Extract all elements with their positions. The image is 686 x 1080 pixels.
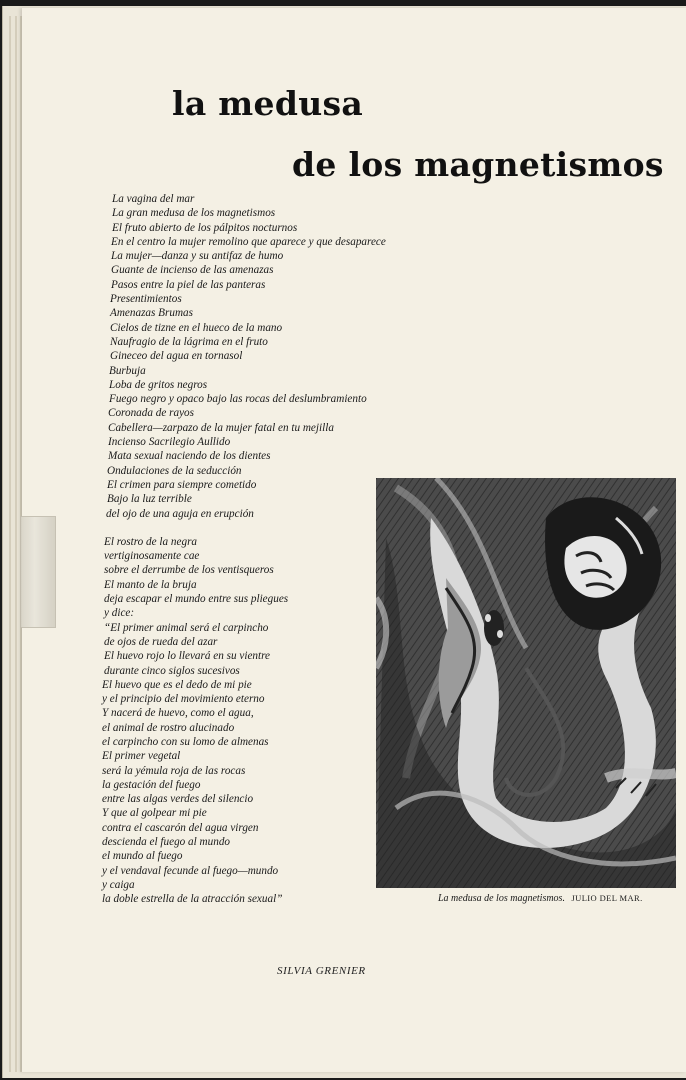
poem-author: SILVIA GRENIER xyxy=(277,965,366,977)
poem-line: el carpincho con su lomo de almenas xyxy=(102,735,269,748)
title-line-1: la medusa xyxy=(172,84,364,123)
poem-line: y el principio del movimiento eterno xyxy=(102,693,265,706)
poem-line: Bajo la luz terrible xyxy=(107,493,192,506)
poem-line: deja escapar el mundo entre sus pliegues xyxy=(104,593,289,606)
poem-line: y caiga xyxy=(102,878,135,891)
artwork-caption xyxy=(438,893,643,904)
poem-line: El manto de la bruja xyxy=(104,578,197,591)
poem-line: El fruto abierto de los pálpitos nocturnos xyxy=(112,221,298,234)
poem-line: la gestación del fuego xyxy=(102,778,201,791)
poem-line: Amenazas Brumas xyxy=(110,307,193,320)
poem-line: Burbuja xyxy=(109,364,146,377)
poem-line: Y que al golpear mi pie xyxy=(102,807,207,820)
poem-line: La gran medusa de los magnetismos xyxy=(112,207,276,220)
poem-line: será la yémula roja de las rocas xyxy=(102,764,246,777)
poem-line: y el vendaval fecunde al fuego—mundo xyxy=(102,864,279,877)
poem-line: descienda el fuego al mundo xyxy=(102,836,231,849)
poem-stanza-1 xyxy=(100,192,460,521)
poem-line: Coronada de rayos xyxy=(108,407,194,420)
poem-line: El huevo que es el dedo de mi pie xyxy=(102,678,252,691)
poem-line: entre las algas verdes del silencio xyxy=(102,793,254,806)
poem-line: Loba de gritos negros xyxy=(109,378,208,391)
poem-line: Cabellera—zarpazo de la mujer fatal en tu mejilla xyxy=(108,421,334,434)
poem-line: Naufragio de la lágrima en el fruto xyxy=(110,335,268,348)
poem-line: La mujer—danza y su antifaz de humo xyxy=(111,250,284,263)
poem-line: Ondulaciones de la seducción xyxy=(107,464,242,477)
poem-line: Guante de incienso de las amenazas xyxy=(111,264,274,277)
poem-line: y dice: xyxy=(104,607,135,620)
poem-line: vertiginosamente cae xyxy=(104,550,200,563)
caption-title: La medusa de los magnetismos. xyxy=(438,893,565,904)
artwork-image xyxy=(376,478,676,888)
poem-line: El rostro de la negra xyxy=(104,535,198,548)
page-edge xyxy=(9,16,11,1072)
poem-line: La vagina del mar xyxy=(112,193,195,205)
poem-line: Gineceo del agua en tornasol xyxy=(110,350,243,363)
title-line-2: de los magnetismos xyxy=(292,145,664,184)
poem-line: Pasos entre la piel de las panteras xyxy=(111,278,266,291)
poem-line: El crimen para siempre cometido xyxy=(107,478,257,491)
poem-line: de ojos de rueda del azar xyxy=(104,635,218,648)
page-edge xyxy=(15,16,17,1072)
adhesive-tape xyxy=(20,516,56,628)
poem-line: Incienso Sacrilegio Aullido xyxy=(108,436,231,449)
poem-line: el animal de rostro alucinado xyxy=(102,721,235,734)
poem-line: Y nacerá de huevo, como el agua, xyxy=(102,707,254,720)
poem-line: El primer vegetal xyxy=(102,750,181,763)
poem-line: Mata sexual naciendo de los dientes xyxy=(108,450,271,463)
caption-artist: JULIO DEL MAR. xyxy=(571,893,643,903)
poem-line: El huevo rojo lo llevará en su vientre xyxy=(104,650,271,663)
poem-line: durante cinco siglos sucesivos xyxy=(104,664,240,677)
poem-line: “El primer animal será el carpincho xyxy=(104,621,269,634)
poem-line: contra el cascarón del agua virgen xyxy=(102,821,259,834)
poem-line: En el centro la mujer remolino que aparece y que desaparece xyxy=(111,235,386,248)
poem-line: la doble estrella de la atracción sexual” xyxy=(102,893,283,906)
poem-line: Fuego negro y opaco bajo las rocas del deslumbramiento xyxy=(109,393,367,406)
poem-line: Cielos de tizne en el hueco de la mano xyxy=(110,321,283,334)
poem-line: sobre el derrumbe de los ventisqueros xyxy=(104,564,274,577)
poem-line: el mundo al fuego xyxy=(102,850,183,863)
poem-line: Presentimientos xyxy=(110,293,182,306)
poem-line: del ojo de una aguja en erupción xyxy=(106,507,254,520)
